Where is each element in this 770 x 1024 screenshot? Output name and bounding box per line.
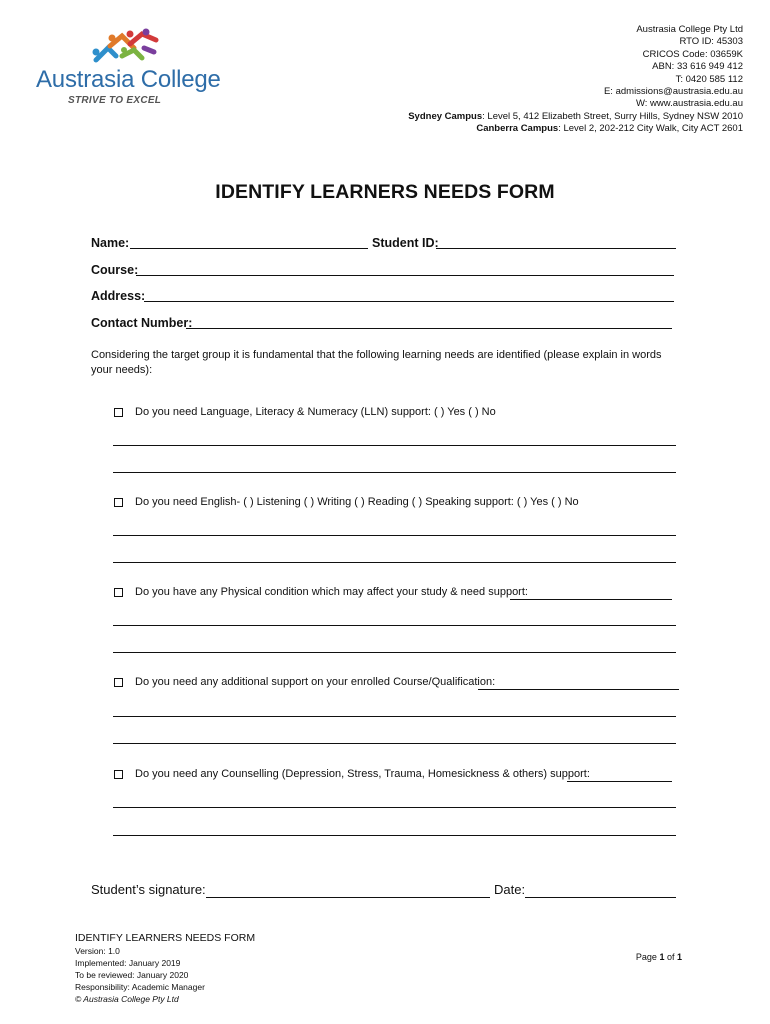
page-current: 1 (659, 952, 665, 962)
footer-document-info (75, 932, 255, 1005)
name-field[interactable] (130, 248, 368, 249)
form-title: IDENTIFY LEARNERS NEEDS FORM (215, 181, 555, 203)
footer-version: Version: 1.0 (75, 946, 120, 956)
question-text: Do you have any Physical condition which may affect your study & need support: (135, 586, 528, 598)
student-id-field[interactable] (436, 248, 676, 249)
course-label: Course: (91, 263, 139, 277)
name-label: Name: (91, 236, 130, 250)
answer-line[interactable] (113, 807, 676, 808)
canberra-campus-address: : Level 2, 202-212 City Walk, City ACT 2601 (558, 123, 743, 135)
question-course-support (114, 676, 495, 688)
footer-review: To be reviewed: January 2020 (75, 970, 189, 980)
question-text: Do you need any Counselling (Depression, Stress, Trauma, Homesickness & others) support: (135, 768, 590, 780)
course-field[interactable] (136, 275, 674, 276)
course-support-inline-field[interactable] (478, 689, 679, 690)
answer-line[interactable] (113, 625, 676, 626)
phone: T: 0420 585 112 (675, 73, 743, 85)
answer-line[interactable] (113, 445, 676, 446)
people-figures-icon (86, 26, 166, 68)
page-total: 1 (676, 952, 682, 962)
answer-line[interactable] (113, 562, 676, 563)
answer-line[interactable] (113, 743, 676, 744)
footer-copyright: © Austrasia College Pty Ltd (75, 994, 179, 1004)
signature-field[interactable] (206, 897, 490, 898)
footer-responsibility: Responsibility: Academic Manager (75, 982, 205, 992)
abn: ABN: 33 616 949 412 (652, 61, 743, 73)
footer-implemented: Implemented: January 2019 (75, 958, 181, 968)
question-lln (114, 406, 496, 418)
date-field[interactable] (525, 897, 676, 898)
website: W: www.austrasia.edu.au (635, 98, 743, 110)
physical-checkbox[interactable] (114, 588, 123, 597)
college-contact-details (408, 24, 743, 136)
page-prefix: Page (635, 952, 660, 962)
contact-number-field[interactable] (186, 328, 672, 329)
contact-number-label: Contact Number: (91, 316, 193, 330)
answer-line[interactable] (113, 835, 676, 836)
question-text: Do you need English- ( ) Listening ( ) Writing ( ) Reading ( ) Speaking support: ( ) Yes ( ) No (135, 496, 579, 508)
question-text: Do you need any additional support on your enrolled Course/Qualification: (135, 676, 496, 688)
counselling-checkbox[interactable] (114, 770, 123, 779)
student-id-label: Student ID: (372, 236, 439, 250)
logo-wordmark: Austrasia College (36, 66, 221, 93)
logo-tagline: STRIVE TO EXCEL (68, 95, 162, 106)
address-label: Address: (91, 289, 146, 303)
answer-line[interactable] (113, 716, 676, 717)
sydney-campus-label: Sydney Campus (408, 110, 483, 122)
answer-line[interactable] (113, 472, 676, 473)
rto-id: RTO ID: 45303 (679, 36, 743, 48)
question-counselling (114, 768, 590, 780)
intro-text: Considering the target group it is fundamental that the following learning needs are identified (please explain in words your needs): (91, 349, 662, 376)
email: E: admissions@austrasia.edu.au (603, 86, 743, 98)
sydney-campus-address: : Level 5, 412 Elizabeth Street, Surry Hills, Sydney NSW 2010 (482, 110, 743, 122)
college-logo (36, 26, 221, 111)
physical-inline-field[interactable] (510, 599, 672, 600)
question-text: Do you need Language, Literacy & Numeracy (LLN) support: ( ) Yes ( ) No (135, 406, 496, 418)
cricos-code: CRICOS Code: 03659K (642, 48, 743, 60)
company-name: Austrasia College Pty Ltd (636, 24, 743, 35)
canberra-campus (408, 123, 743, 135)
address-field[interactable] (144, 301, 674, 302)
signature-label: Student’s signature: (91, 882, 206, 897)
answer-line[interactable] (113, 652, 676, 653)
english-checkbox[interactable] (114, 498, 123, 507)
course-support-checkbox[interactable] (114, 678, 123, 687)
footer-title: IDENTIFY LEARNERS NEEDS FORM (75, 932, 256, 944)
answer-line[interactable] (113, 535, 676, 536)
question-physical (114, 586, 528, 598)
canberra-campus-label: Canberra Campus (476, 123, 559, 135)
lln-checkbox[interactable] (114, 408, 123, 417)
page-number (636, 952, 682, 962)
question-english (114, 496, 579, 508)
date-label: Date: (494, 882, 526, 897)
page-of: of (664, 952, 677, 962)
sydney-campus (408, 111, 743, 123)
counselling-inline-field[interactable] (567, 781, 672, 782)
